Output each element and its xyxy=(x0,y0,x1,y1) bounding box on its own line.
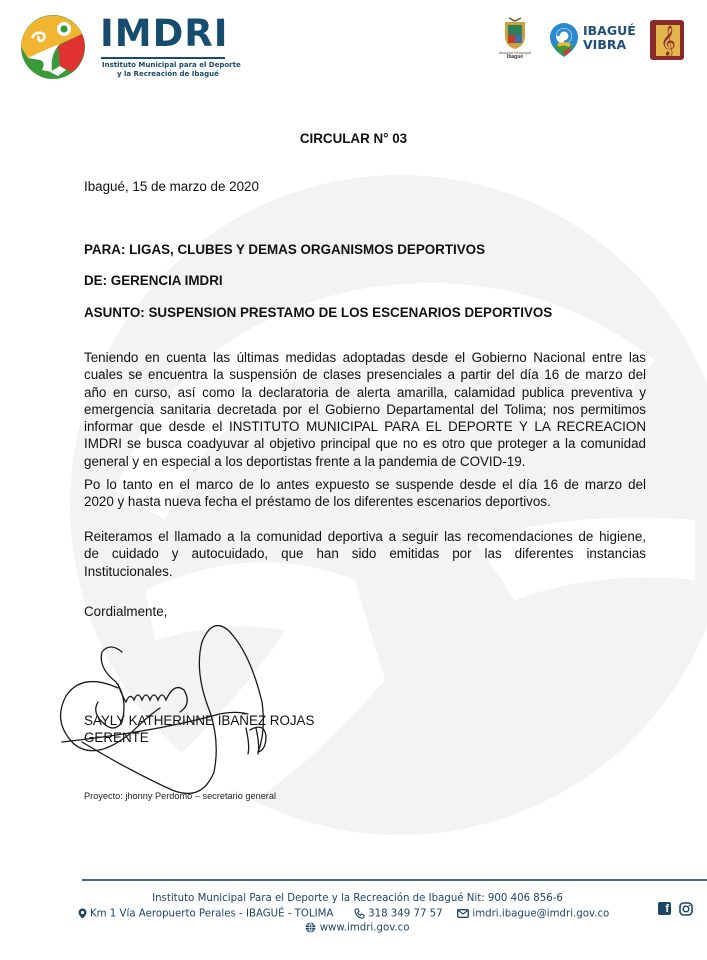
document-date: Ibagué, 15 de marzo de 2020 xyxy=(84,179,259,194)
brand-subtitle-line-1: Instituto Municipal para el Deporte xyxy=(102,61,241,69)
letterhead-footer xyxy=(0,879,707,960)
footer-email[interactable]: imdri.ibague@imdri.gov.co xyxy=(472,908,610,920)
signer-role: GERENTE xyxy=(84,730,149,745)
handwritten-signature xyxy=(52,612,315,812)
location-pin-icon xyxy=(78,908,87,919)
facebook-icon[interactable]: f xyxy=(658,902,671,915)
phone-icon xyxy=(354,908,365,919)
email-icon xyxy=(457,909,469,918)
brand-subtitle-line-2: y la Recreación de Ibagué xyxy=(117,70,219,78)
wordmark-rule xyxy=(101,57,225,59)
treble-clef-icon: 𝄞 xyxy=(660,26,676,56)
footer-rule xyxy=(82,879,707,881)
body-paragraph-3: Reiteramos el llamado a la comunidad deportiva a seguir las recomendaciones de higiene, de cuidado y autocuidado, que han sido emitidas por las diferentes instancias Institucionales. xyxy=(84,529,646,579)
globe-icon xyxy=(305,922,316,933)
footer-website[interactable]: www.imdri.gov.co xyxy=(319,922,410,934)
footer-address: Km 1 Vía Aeropuerto Perales - IBAGUÉ - TOLIMA xyxy=(89,908,334,920)
alcaldia-label: Alcaldía Municipal Ibagué xyxy=(498,50,532,60)
project-note: Proyecto: jhonny Perdomo – secretario general xyxy=(84,791,277,801)
footer-institution-line: Instituto Municipal Para el Deporte y la Recreación de Ibagué Nit: 900 406 856-6 xyxy=(152,893,563,904)
signer-name: SAYLY KATHERINNE IBAÑEZ ROJAS xyxy=(84,713,315,728)
imdri-emblem-icon xyxy=(20,14,86,80)
closing-salutation: Cordialmente, xyxy=(84,604,168,619)
letterhead xyxy=(0,0,707,95)
ibague-vibra-pin-icon xyxy=(549,22,579,58)
instagram-icon[interactable] xyxy=(679,902,693,916)
subject-line: ASUNTO: SUSPENSION PRESTAMO DE LOS ESCENARIOS DEPORTIVOS xyxy=(84,305,553,320)
ibague-vibra-logo xyxy=(549,20,641,60)
alcaldia-ibague-logo xyxy=(498,16,532,62)
footer-phone: 318 349 77 57 xyxy=(368,908,443,920)
coat-of-arms-icon xyxy=(503,16,527,50)
music-school-logo xyxy=(650,20,684,60)
brand-subtitle xyxy=(102,61,241,79)
imdri-wordmark: IMDRI xyxy=(100,12,229,55)
ibague-vibra-text: IBAGUÉ VIBRA xyxy=(583,23,636,52)
recipient-line: PARA: LIGAS, CLUBES Y DEMAS ORGANISMOS DEPORTIVOS xyxy=(84,242,486,257)
body-paragraph-1: Teniendo en cuenta las últimas medidas adoptadas desde el Gobierno Nacional entre las cuales se encuentra la suspensión de clases presenciales a partir del día 16 de marzo del año en curso, así como la declaratoria de alerta amarilla, calamidad publica preventiva y emergencia sanitaria decretada por el Gobierno Departamental del Tolima; nos permitimos informar que desde el INSTITUTO MUNICIPAL PARA EL DEPORTE Y LA RECREACION IMDRI se busca coadyuvar al objetivo principal que no es otro que proteger a la comunidad general y en especial a los deportistas frente a la pandemia de COVID-19. xyxy=(84,350,646,469)
sender-line: DE: GERENCIA IMDRI xyxy=(84,273,223,288)
document-title: CIRCULAR N° 03 xyxy=(299,131,408,146)
body-paragraph-2: Po lo tanto en el marco de lo antes expuesto se suspende desde el día 16 de marzo del 2020 y hasta nueva fecha el préstamo de los diferentes escenarios deportivos. xyxy=(84,477,646,510)
footer-contact-line xyxy=(0,908,697,920)
footer-website-line xyxy=(4,922,707,934)
